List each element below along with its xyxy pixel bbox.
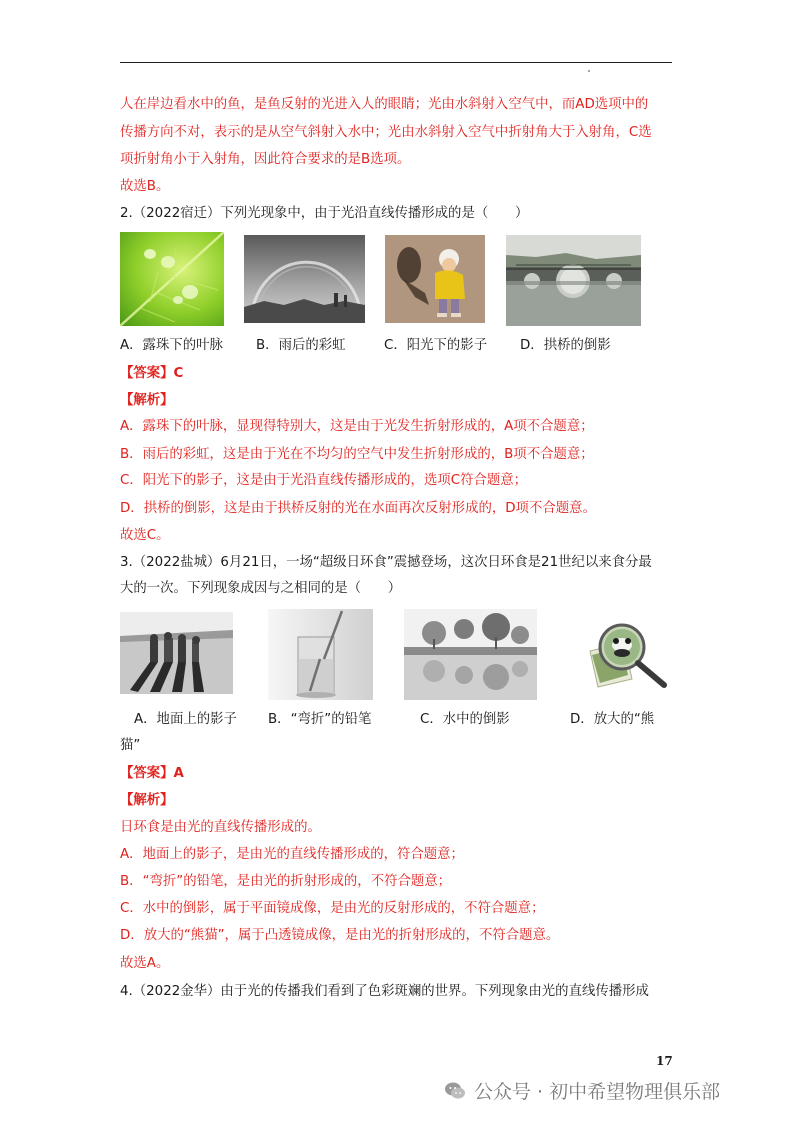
q3-option-d: D．放大的“熊 (570, 712, 655, 727)
header-rule (120, 62, 672, 63)
ground-shadows-image (120, 612, 233, 694)
intro-line-1: 人在岸边看水中的鱼，是鱼反射的光进入人的眼睛；光由水斜射入空气中，而AD选项中的 (120, 97, 649, 112)
magnifier-panda-image (584, 615, 670, 689)
q2-option-a: A．露珠下的叶脉 (120, 338, 223, 353)
q2-analysis-c: C．阳光下的影子，这是由于光沿直线传播形成的，选项C符合题意； (120, 473, 528, 488)
footer-watermark (444, 1077, 720, 1104)
q3-analysis-heading: 【解析】 (120, 793, 174, 808)
q2-analysis-heading: 【解析】 (120, 393, 174, 408)
intro-line-3: 项折射角小于入射角，因此符合要求的是B选项。 (120, 152, 411, 167)
q4-stem: 4.（2022金华）由于光的传播我们看到了色彩斑斓的世界。下列现象由光的直线传播形成 (120, 984, 649, 999)
dewdrop-leaf-image (120, 232, 224, 326)
q2-answer: 【答案】C (120, 366, 184, 381)
intro-line-2: 传播方向不对，表示的是从空气斜射入水中；光由水斜射入空气中折射角大于入射角，C选 (120, 125, 652, 140)
q3-analysis-intro: 日环食是由光的直线传播形成的。 (120, 820, 321, 835)
q3-stem-line-1: 3.（2022盐城）6月21日，一场“超级日环食”震撼登场，这次日环食是21世纪以来食分最 (120, 555, 652, 570)
q2-stem: 2.（2022宿迁）下列光现象中，由于光沿直线传播形成的是（ ） (120, 206, 529, 221)
q2-analysis-b: B．雨后的彩虹，这是由于光在不均匀的空气中发生折射形成的，B项不合题意； (120, 447, 594, 462)
bridge-reflection-image (506, 235, 641, 326)
q3-option-b: B．“弯折”的铅笔 (268, 712, 372, 727)
q3-analysis-b: B．“弯折”的铅笔，是由光的折射形成的，不符合题意； (120, 874, 452, 889)
q3-conclusion: 故选A。 (120, 956, 170, 971)
intro-conclusion: 故选B。 (120, 179, 170, 194)
q2-analysis-d: D．拱桥的倒影，这是由于拱桥反射的光在水面再次反射形成的，D项不合题意。 (120, 501, 596, 516)
q2-option-b: B．雨后的彩虹 (256, 338, 346, 353)
footer-text: 公众号 · 初中希望物理俱乐部 (474, 1081, 721, 1103)
rainbow-image (244, 235, 365, 323)
q3-option-a: A．地面上的影子 (134, 712, 237, 727)
q3-answer: 【答案】A (120, 766, 184, 781)
child-shadow-image (385, 235, 485, 323)
q2-conclusion: 故选C。 (120, 528, 170, 543)
q2-option-d: D．拱桥的倒影 (520, 338, 611, 353)
q2-option-c: C．阳光下的影子 (384, 338, 488, 353)
q3-analysis-a: A．地面上的影子，是由光的直线传播形成的，符合题意； (120, 847, 464, 862)
header-dot (588, 70, 590, 72)
page-number: 17 (656, 1054, 673, 1068)
q3-option-c: C．水中的倒影 (420, 712, 510, 727)
q3-option-d-wrap: 猫” (120, 738, 141, 753)
q3-stem-line-2: 大的一次。下列现象成因与之相同的是（ ） (120, 581, 402, 596)
q3-analysis-c: C．水中的倒影，属于平面镜成像，是由光的反射形成的，不符合题意； (120, 901, 545, 916)
water-reflection-image (404, 609, 537, 700)
wechat-icon (444, 1081, 466, 1101)
q3-analysis-d: D．放大的“熊猫”，属于凸透镜成像，是由光的折射形成的，不符合题意。 (120, 928, 560, 943)
q2-analysis-a: A．露珠下的叶脉，显现得特别大，这是由于光发生折射形成的，A项不合题意； (120, 419, 594, 434)
bent-pencil-image (268, 609, 373, 700)
